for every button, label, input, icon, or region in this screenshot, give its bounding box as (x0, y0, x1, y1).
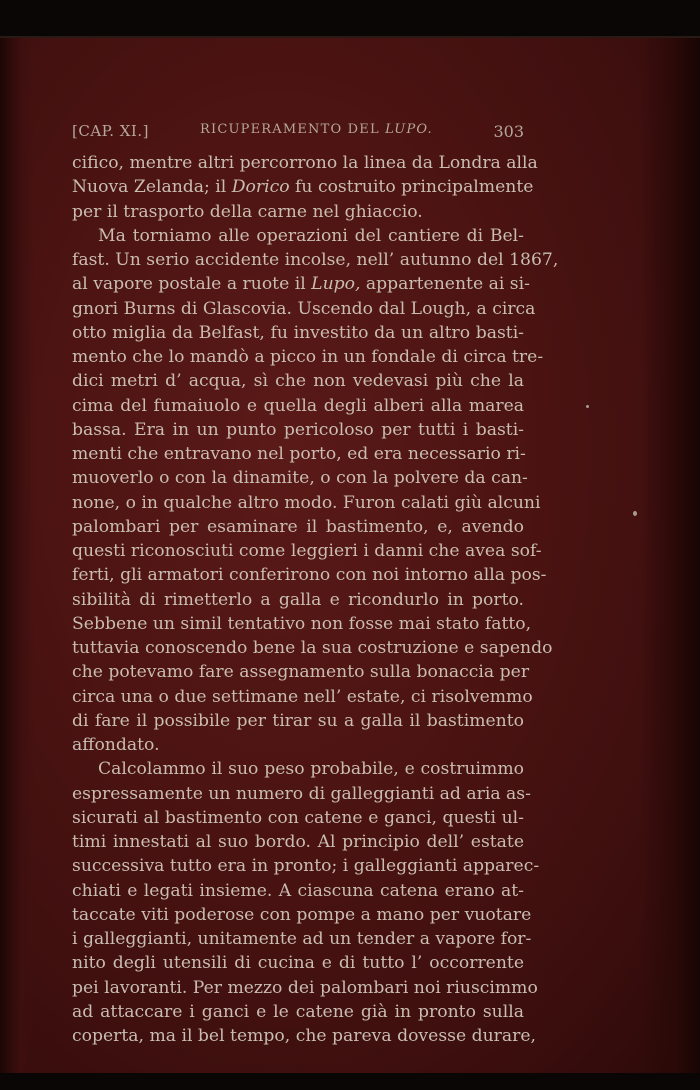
body-text (72, 151, 559, 1048)
text-line (72, 636, 553, 660)
running-header (72, 122, 524, 146)
speck-mark (586, 405, 589, 408)
text-line (72, 612, 532, 636)
text-segment: cima del fumaiuolo e quella degli alberi alla marea (72, 395, 524, 416)
text-segment: chiati e legati insieme. A ciascuna catena erano at- (72, 880, 524, 901)
text-segment: appartenente ai si- (360, 274, 530, 295)
speck-mark (633, 511, 637, 516)
book-page (0, 36, 700, 1073)
text-line (72, 733, 524, 757)
text-segment: ad attaccare i ganci e le catene già in pronto sulla (72, 1001, 524, 1022)
text-segment: pei lavoranti. Per mezzo dei palombari noi riuscimmo (72, 977, 538, 998)
text-line (72, 830, 524, 854)
text-line (72, 660, 530, 684)
text-segment: menti che entravano nel porto, ed era necessario ri- (72, 444, 526, 464)
text-line (72, 1000, 524, 1024)
text-segment: fast. Un serio accidente incolse, nell’ autunno del 1867, (72, 250, 559, 270)
text-line (72, 782, 531, 806)
text-segment: che potevamo fare assegnamento sulla bonaccia per (72, 662, 530, 683)
text-line (72, 224, 524, 248)
text-segment: espressamente un numero di galleggianti ad aria as- (72, 783, 531, 804)
page-number: 303 (493, 122, 524, 141)
text-line (72, 418, 524, 442)
text-line (72, 927, 532, 951)
text-segment: al vapore postale a ruote il (72, 274, 312, 295)
chapter-label: [CAP. XI.] (72, 122, 149, 140)
text-line (72, 175, 534, 199)
text-line (72, 1024, 536, 1048)
text-segment: Nuova Zelanda; il (72, 177, 232, 198)
running-title (200, 122, 433, 137)
text-line (72, 394, 524, 418)
text-segment: coperta, ma il bel tempo, che pareva dovesse durare, (72, 1026, 536, 1046)
text-line (72, 442, 524, 466)
text-line (72, 369, 524, 393)
italic-text: Dorico (231, 177, 290, 198)
text-segment: circa una o due settimane nell’ estate, ci risolvemmo (72, 686, 533, 707)
text-segment: otto miglia da Belfast, fu investito da un altro basti- (72, 322, 524, 343)
text-line (72, 321, 524, 345)
text-line (72, 709, 524, 733)
text-line (72, 345, 544, 369)
text-segment: per il trasporto della carne nel ghiaccio. (72, 201, 423, 222)
text-line (72, 272, 530, 296)
text-line (72, 563, 547, 587)
text-segment: affondato. (72, 735, 160, 755)
text-line (72, 854, 540, 878)
text-segment: Sebbene un simil tentativo non fosse mai stato fatto, (72, 613, 532, 634)
text-segment: bassa. Era in un punto pericoloso per tutti i basti- (72, 419, 524, 440)
text-segment: muoverlo o con la dinamite, o con la polvere da can- (72, 468, 528, 489)
text-segment: gnori Burns di Glascovia. Uscendo dal Lough, a circa (72, 298, 536, 319)
text-segment: cifico, mentre altri percorrono la linea da Londra alla (72, 153, 538, 173)
text-segment: successiva tutto era in pronto; i galleggianti apparec- (72, 856, 540, 877)
text-line (72, 588, 524, 612)
text-line (72, 806, 524, 830)
running-title-text: RICUPERAMENTO DEL (200, 122, 380, 137)
text-line (72, 685, 533, 709)
text-line (72, 200, 524, 224)
text-line (72, 466, 528, 490)
text-line (72, 879, 524, 903)
italic-text: Lupo, (311, 274, 361, 295)
text-line (72, 151, 538, 175)
text-segment: questi riconosciuti come leggieri i danni che avea sof- (72, 541, 542, 561)
text-segment: taccate viti poderose con pompe a mano per vuotare (72, 904, 532, 925)
text-line (72, 297, 536, 321)
text-line (72, 903, 532, 927)
text-line (72, 248, 559, 272)
text-line (72, 515, 524, 539)
text-segment: mento che lo mandò a picco in un fondale di circa tre- (72, 347, 544, 367)
text-segment: i galleggianti, unitamente ad un tender a vapore for- (72, 929, 532, 949)
running-title-italic: LUPO. (385, 122, 433, 137)
text-line (72, 951, 524, 975)
text-segment: sicurati al bastimento con catene e ganci, questi ul- (72, 807, 524, 828)
text-line (72, 539, 542, 563)
text-segment: tuttavia conoscendo bene la sua costruzione e sapendo (72, 638, 553, 658)
text-segment: Calcolammo il suo peso probabile, e costruimmo (98, 759, 524, 780)
text-segment: none, o in qualche altro modo. Furon calati giù alcuni (72, 492, 541, 513)
text-segment: di fare il possibile per tirar su a galla il bastimento (72, 710, 524, 731)
text-segment: dici metri d’ acqua, sì che non vedevasi più che la (72, 371, 524, 392)
text-segment: Ma torniamo alle operazioni del cantiere di Bel- (98, 225, 524, 246)
text-segment: timi innestati al suo bordo. Al principio dell’ estate (72, 832, 524, 852)
text-segment: sibilità di rimetterlo a galla e ricondurlo in porto. (72, 589, 524, 610)
text-segment: fu costruito principalmente (289, 177, 534, 198)
text-line (72, 976, 538, 1000)
text-line (72, 757, 524, 781)
text-segment: nito degli utensili di cucina e di tutto l’ occorrente (72, 953, 524, 974)
text-segment: palombari per esaminare il bastimento, e, avendo (72, 516, 524, 537)
text-line (72, 491, 541, 515)
text-segment: ferti, gli armatori conferirono con noi intorno alla pos- (72, 565, 547, 586)
